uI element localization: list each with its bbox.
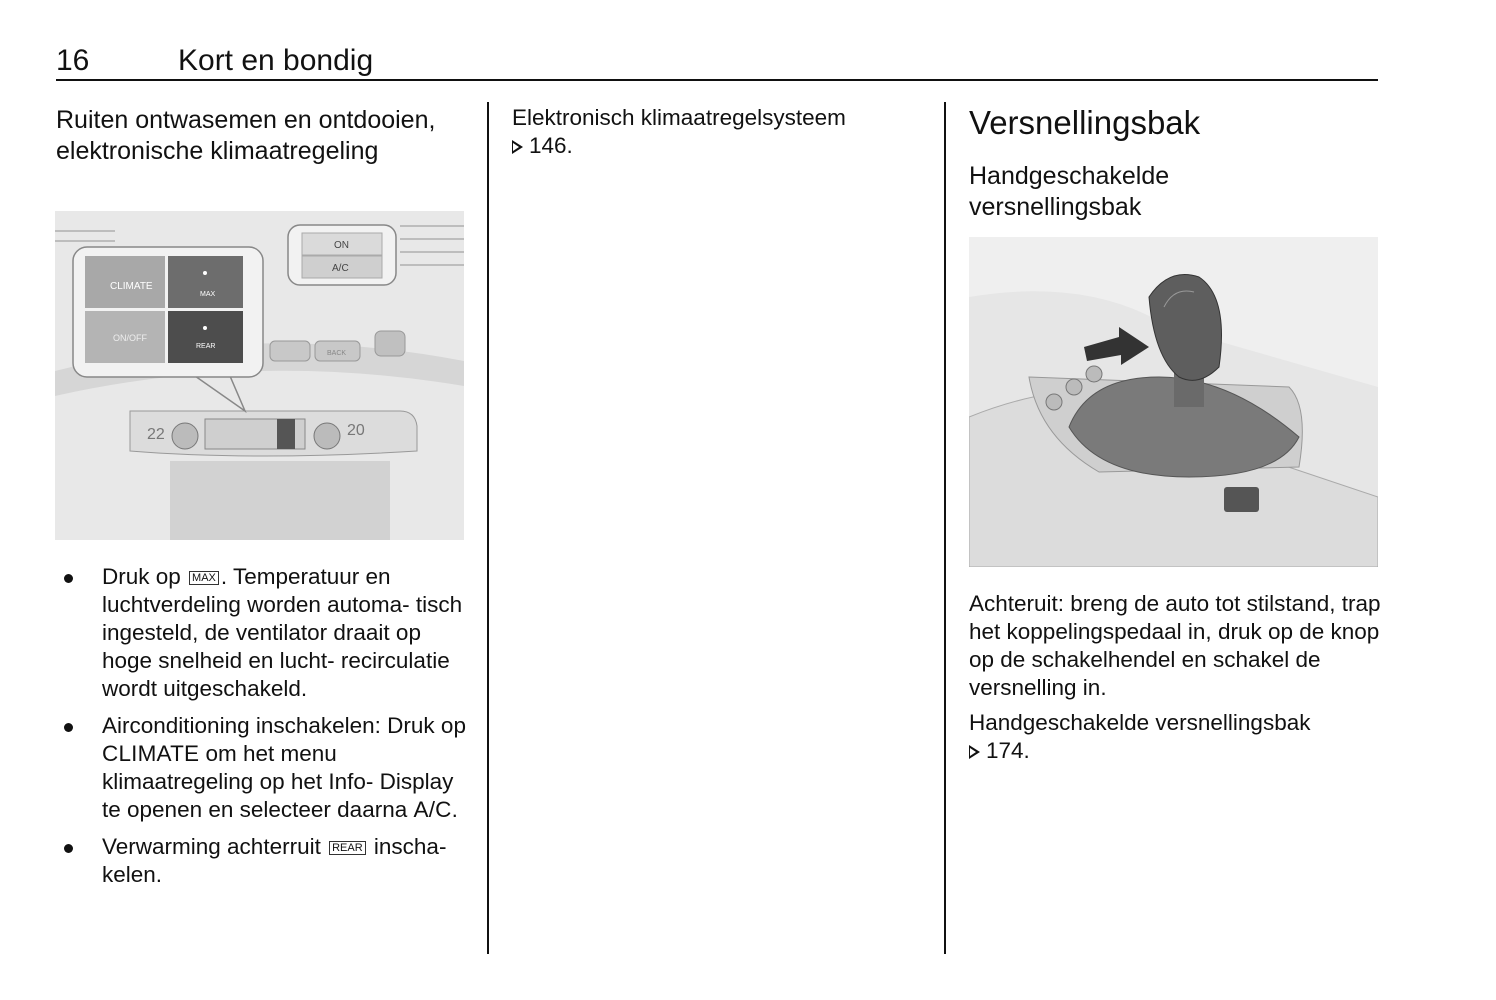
temp-right-label: 20 (347, 422, 365, 439)
column-divider (487, 102, 489, 954)
section-title-gearbox: Versnellingsbak (969, 104, 1201, 141)
ac-label: A/C (332, 263, 349, 274)
max-button-label: MAX (200, 291, 216, 298)
on-label: ON (334, 240, 349, 251)
rear-window-heater-icon: REAR (329, 841, 366, 855)
reference-text: Elektronisch klimaatregelsysteem (512, 105, 846, 130)
list-item: Verwarming achterruit REAR inscha- kelen. (56, 833, 476, 889)
reference-page[interactable]: 174. (986, 738, 1030, 763)
reference-text: Handgeschakelde versnellingsbak (969, 710, 1311, 735)
onoff-label: ON/OFF (113, 333, 147, 343)
list-item: Druk op MAX . Temperatuur en luchtverdeling worden automa- tisch ingesteld, de ventilator draait op hoge snelheid en lucht- recirculatie wordt uitgeschakeld. (56, 563, 476, 703)
manual-gearbox-reference (969, 709, 1379, 765)
climate-control-illustration (55, 211, 464, 540)
reverse-gear-instructions: Achteruit: breng de auto tot stilstand, trap het koppelingspedaal in, druk op de knop op de schakelhendel en schakel de versnelling in. (969, 591, 1381, 700)
temp-left-label: 22 (147, 426, 165, 443)
defrost-max-icon: MAX (189, 571, 219, 585)
page-header-title: Kort en bondig (178, 44, 374, 77)
page-ref-arrow-icon (969, 745, 980, 759)
climate-button-label: CLIMATE (110, 281, 153, 292)
instruction-list (56, 563, 476, 898)
climate-system-reference (512, 104, 922, 160)
column-divider (944, 102, 946, 954)
subheading-manual-gearbox: Handgeschakelde versnellingsbak (969, 162, 1170, 221)
section-heading-defog: Ruiten ontwasemen en ontdooien, elektronische klimaatregeling (56, 106, 436, 165)
header-rule (56, 79, 1378, 81)
list-item: Airconditioning inschakelen: Druk op CLIMATE om het menu klimaatregeling op het Info- Display te openen en selecteer daarna A/C. (56, 712, 476, 824)
page-ref-arrow-icon (512, 140, 523, 154)
back-button-label: BACK (327, 350, 347, 357)
rear-button-label: REAR (196, 343, 216, 350)
gear-lever-illustration (969, 237, 1378, 567)
page-number: 16 (56, 44, 90, 77)
reference-page[interactable]: 146. (529, 133, 573, 158)
